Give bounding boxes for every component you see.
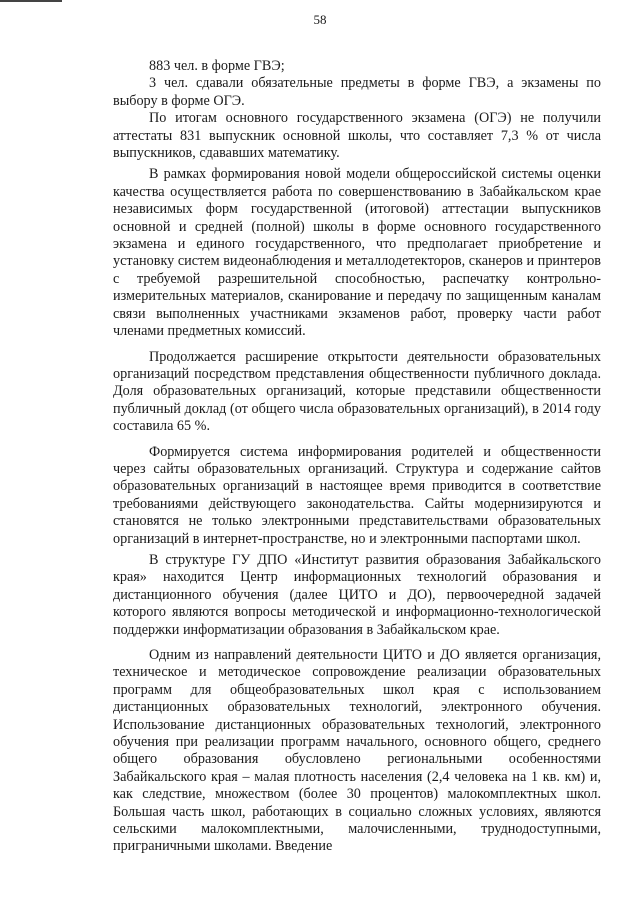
paragraph-school-websites: Формируется система информирования родителей и общественности через сайты образовательных организаций. Структура и содержание сайтов образовательных организаций в настоящее время приводится в соответствие требованиями действующего законодательства. Сайты модернизируются и становятся не только электронными представительствами образовательных организаций в интернет-пространстве, но и электронными паспортами школ. bbox=[113, 443, 601, 547]
paragraph-distance-learning: Одним из направлений деятельности ЦИТО и ДО является организация, техническое и методическое сопровождение реализации образовательных программ для общеобразовательных школ края с использованием дистанционных образовательных технологий, электронного обучения. Использование дистанционных образовательных технологий, электронного обучения при реализации программ начального, основного общего, среднего общего образования обусловлено региональными особенностями Забайкальского края – малая плотность населения (2,4 человека на 1 кв. км) и, как следствие, множеством (более 30 процентов) малокомплектных школ. Большая часть школ, работающих в социально сложных условиях, являются сельскими малокомплектными, малочисленными, труднодоступными, приграничными школами. Введение bbox=[113, 647, 601, 855]
paragraph-mixed-exams: 3 чел. сдавали обязательные предметы в форме ГВЭ, а экзамены по выбору в форме ОГЭ. bbox=[113, 75, 601, 109]
paragraph-oge-results: По итогам основного государственного экзамена (ОГЭ) не получили аттестаты 831 выпускник основной школы, что составляет 7,3 % от числа выпускников, сдававших математику. bbox=[113, 110, 601, 162]
paragraph-ito-center: В структуре ГУ ДПО «Институт развития образования Забайкальского края» находится Центр информационных технологий образования и дистанционного обучения (далее ЦИТО и ДО), первоочередной задачей которого являются вопросы методической и информационно-технологической поддержки информатизации образования в Забайкальском крае. bbox=[113, 551, 601, 638]
document-body bbox=[113, 58, 601, 856]
scan-edge-mark bbox=[0, 0, 62, 2]
paragraph-quality-assessment: В рамках формирования новой модели общероссийской системы оценки качества осуществляется работа по совершенствованию в Забайкальском крае независимых форм государственной (итоговой) аттестации выпускников основной и средней (полной) школы в форме основного государственного экзамена и единого государственного, что предполагает приобретение и установку систем видеонаблюдения и металлодетекторов, сканеров и принтеров с требуемой разрешительной способностью, распечатку контрольно-измерительных материалов, сканирование и передачу по защищенным каналам связи выполненных участниками экзаменов работ, проверку части работ членами предметных комиссий. bbox=[113, 166, 601, 340]
paragraph-public-report: Продолжается расширение открытости деятельности образовательных организаций посредством представления общественности публичного доклада. Доля образовательных организаций, которые представили общественности публичный доклад (от общего числа образовательных организаций), в 2014 году составила 65 %. bbox=[113, 348, 601, 435]
page-number: 58 bbox=[313, 12, 327, 27]
paragraph-gve-count: 883 чел. в форме ГВЭ; bbox=[149, 58, 285, 74]
